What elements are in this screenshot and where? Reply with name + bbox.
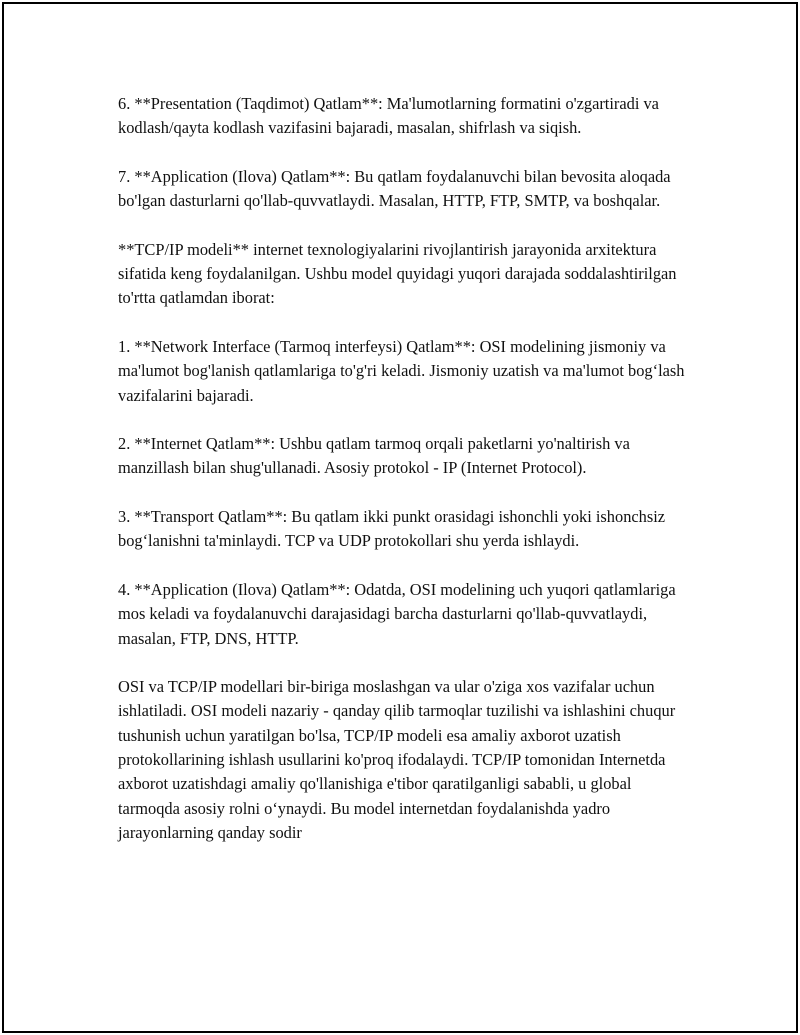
paragraph-transport-layer: 3. **Transport Qatlam**: Bu qatlam ikki punkt orasidagi ishonchli yoki ishonchsiz bog‘lanishni ta'minlaydi. TCP va UDP protokollari shu yerda ishlaydi. <box>118 507 666 551</box>
document-body <box>118 92 693 845</box>
paragraph-application-layer-tcpip: 4. **Application (Ilova) Qatlam**: Odatda, OSI modelining uch yuqori qatlamlariga mos keladi va foydalanuvchi darajasidagi barcha dasturlarni qo'llab-quvvatlaydi, masalan, FTP, DNS, HTTP. <box>118 579 676 648</box>
paragraph-tcpip-intro: **TCP/IP modeli** internet texnologiyalarini rivojlantirish jarayonida arxitektura sifatida keng foydalanilgan. Ushbu model quyidagi yuqori darajada soddalashtirilgan to'rtta qatlamdan iborat: <box>118 239 677 308</box>
paragraph-application-layer-osi: 7. **Application (Ilova) Qatlam**: Bu qatlam foydalanuvchi bilan bevosita aloqada bo'lgan dasturlarni qo'llab-quvvatlaydi. Masalan, HTTP, FTP, SMTP, va boshqalar. <box>118 166 671 211</box>
paragraph-presentation-layer: 6. **Presentation (Taqdimot) Qatlam**: Ma'lumotlarning formatini o'zgartiradi va kodlash/qayta kodlash vazifasini bajaradi, masalan, shifrlash va siqish. <box>118 94 659 138</box>
paragraph-internet-layer: 2. **Internet Qatlam**: Ushbu qatlam tarmoq orqali paketlarni yo'naltirish va manzillash bilan shug'ullanadi. Asosiy protokol - IP (Internet Protocol). <box>118 434 630 478</box>
paragraph-osi-vs-tcpip: OSI va TCP/IP modellari bir-biriga moslashgan va ular o'ziga xos vazifalar uchun ishlatiladi. OSI modeli nazariy - qanday qilib tarmoqlar tuzilishi va ishlashini chuqur tushunish uchun yaratilgan bo'lsa, TCP/IP modeli esa amaliy axborot uzatish protokollarining ishlash usullarini ko'proq ifodalaydi. TCP/IP tomonidan Internetda axborot uzatishdagi amaliy qo'llanishiga e'tibor qaratilganligi sababli, u global tarmoqda asosiy rolni o‘ynaydi. Bu model internetdan foydalanishda yadro jarayonlarning qanday sodir <box>118 677 676 842</box>
paragraph-network-interface-layer: 1. **Network Interface (Tarmoq interfeysi) Qatlam**: OSI modelining jismoniy va ma'lumot bog'lanish qatlamlariga to'g'ri keladi. Jismoniy uzatish va ma'lumot bog‘lash vazifalarini bajaradi. <box>118 336 685 405</box>
